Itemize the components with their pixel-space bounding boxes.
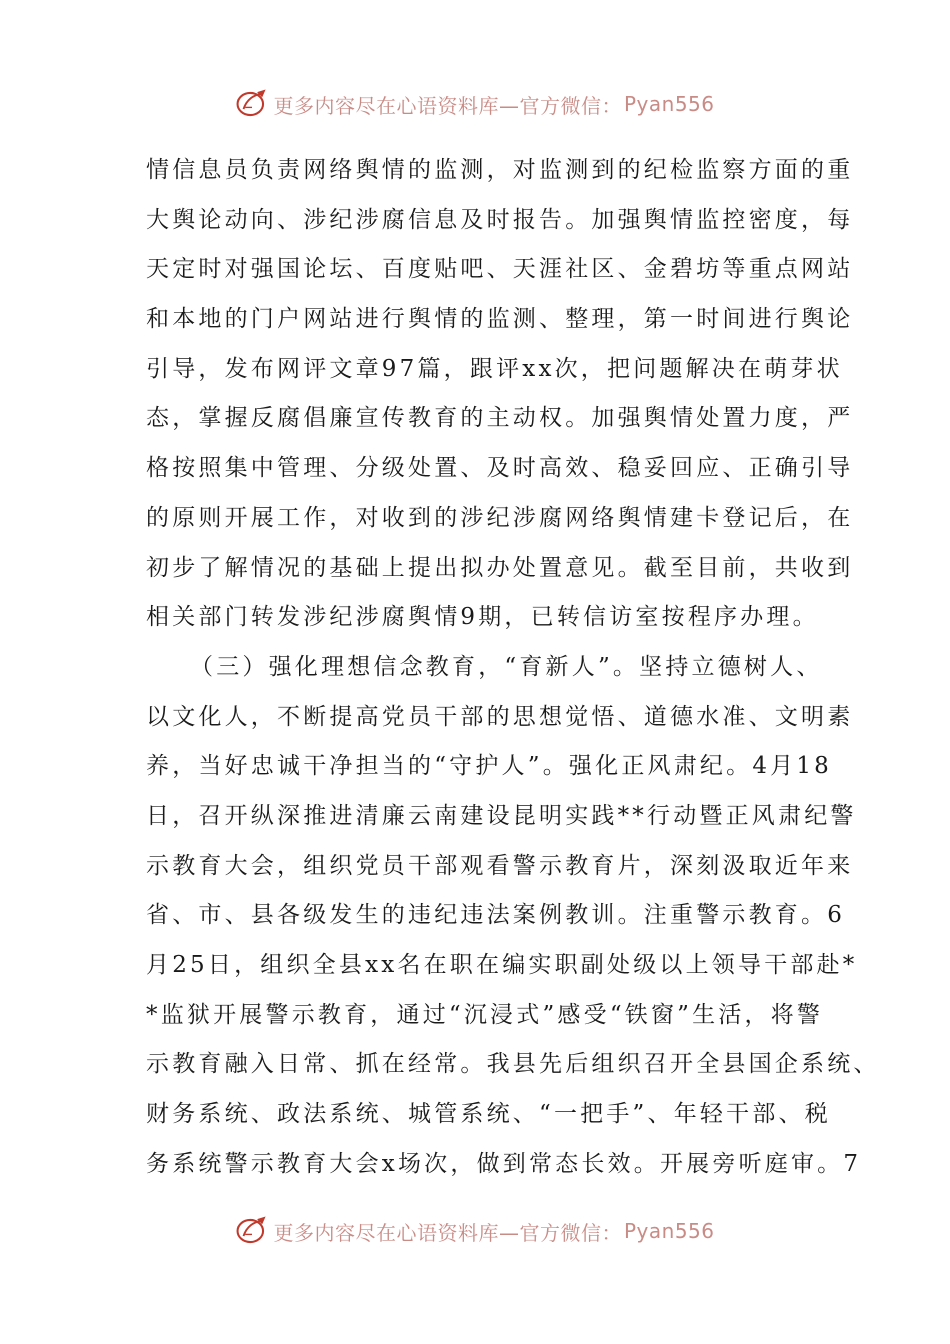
body-line: 示教育大会，组织党员干部观看警示教育片，深刻汲取近年来 — [146, 852, 854, 879]
body-line: 情信息员负责网络舆情的监测，对监测到的纪检监察方面的重 — [146, 157, 854, 183]
watermark-text: 更多内容尽在心语资料库—官方微信： — [273, 1220, 622, 1245]
body-line: 初步了解情况的基础上提出拟办处置意见。截至目前，共收到 — [146, 554, 854, 581]
body-line: 引导，发布网评文章97篇，跟评xx次，把问题解决在萌芽状 — [146, 355, 843, 382]
watermark-handle: Pyan556 — [623, 92, 715, 116]
body-line: 月25日，组织全县xx名在职在编实职副处级以上领导干部赴* — [146, 952, 858, 978]
body-line: 天定时对强国论坛、百度贴吧、天涯社区、金碧坊等重点网站 — [146, 256, 854, 283]
pen-signature-logo-icon — [235, 87, 269, 121]
body-line: 务系统警示教育大会x场次，做到常态长效。开展旁听庭审。7 — [146, 1150, 862, 1177]
watermark-handle: Pyan556 — [623, 1219, 715, 1243]
header-watermark — [0, 84, 950, 124]
body-line: 和本地的门户网站进行舆情的监测、整理，第一时间进行舆论 — [146, 306, 854, 333]
body-line: 态，掌握反腐倡廉宣传教育的主动权。加强舆情处置力度，严 — [146, 405, 854, 432]
body-line: 大舆论动向、涉纪涉腐信息及时报告。加强舆情监控密度，每 — [146, 206, 854, 233]
body-line: 养，当好忠诚干净担当的“守护人”。强化正风肃纪。4月18 — [146, 753, 833, 780]
section-heading-line: （三）强化理想信念教育，“育新人”。坚持立德树人、 — [190, 653, 823, 680]
body-line: 财务系统、政法系统、城管系统、“一把手”、年轻干部、税 — [146, 1101, 831, 1128]
body-line: 相关部门转发涉纪涉腐舆情9期，已转信访室按程序办理。 — [146, 604, 819, 631]
body-line: 日，召开纵深推进清廉云南建设昆明实践**行动暨正风肃纪警 — [146, 802, 857, 829]
watermark-text: 更多内容尽在心语资料库—官方微信： — [273, 93, 622, 118]
body-line: 格按照集中管理、分级处置、及时高效、稳妥回应、正确引导 — [146, 455, 854, 482]
body-line: 示教育融入日常、抓在经常。我县先后组织召开全县国企系统、 — [146, 1051, 880, 1078]
body-line: 的原则开展工作，对收到的涉纪涉腐网络舆情建卡登记后，在 — [146, 504, 854, 531]
body-line: 省、市、县各级发生的违纪违法案例教训。注重警示教育。6 — [146, 902, 846, 929]
footer-watermark — [0, 1211, 950, 1251]
body-line: 以文化人，不断提高党员干部的思想觉悟、道德水准、文明素 — [146, 703, 854, 730]
document-body — [146, 146, 880, 1189]
body-line: *监狱开展警示教育，通过“沉浸式”感受“铁窗”生活，将警 — [146, 1001, 824, 1028]
pen-signature-logo-icon — [235, 1214, 269, 1248]
